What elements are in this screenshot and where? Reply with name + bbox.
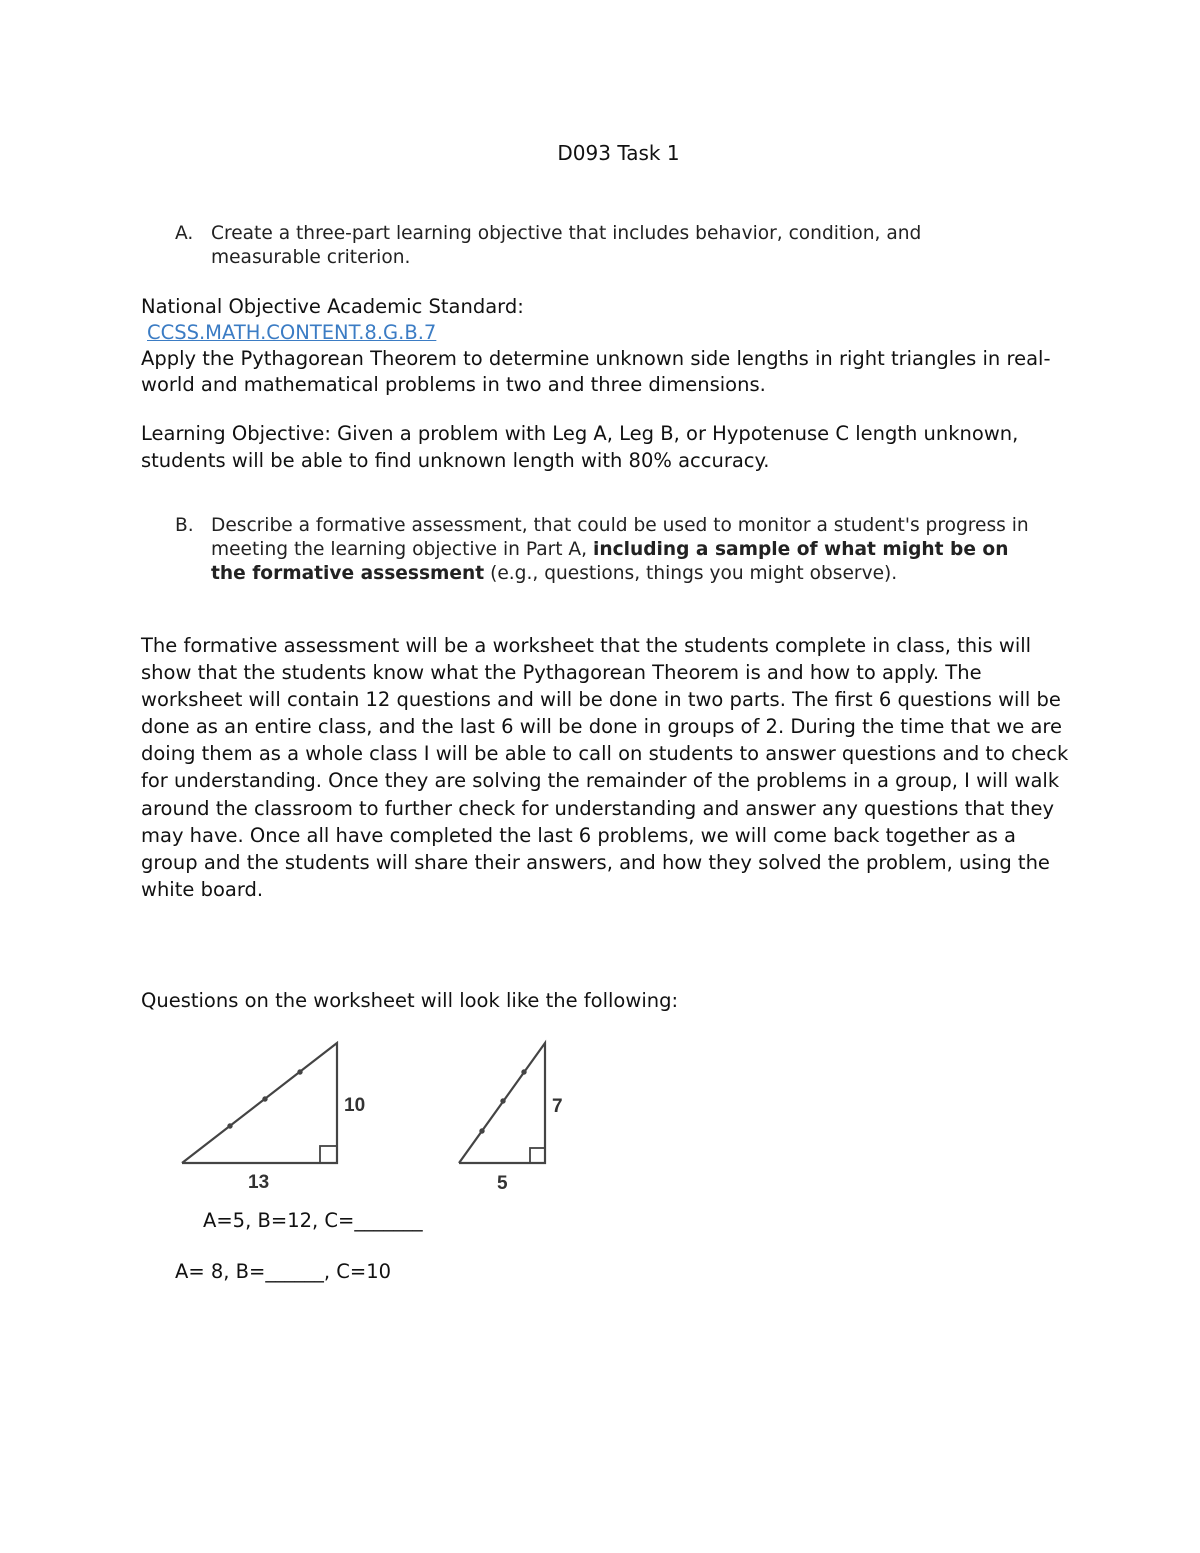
triangle-1-vertical-label: 10 [344, 1095, 366, 1116]
triangle-2 [459, 1043, 545, 1163]
standard-heading: National Objective Academic Standard: [141, 295, 524, 318]
part-a-prompt [175, 222, 1035, 270]
formative-assessment-paragraph: The formative assessment will be a worksheet that the students complete in class, this will show that the students know what the Pythagorean Theorem is and how to apply. The worksheet will contain 12 questions and will be done in two parts. The first 6 questions will be done as an entire class, and the last 6 will be done in groups of 2. During the time that we are doing them as a whole class I will be able to call on students to answer questions and to check for understanding. Once they are solving the remainder of the problems in a group, I will walk around the classroom to further check for understanding and answer any questions that they may have. Once all have completed the last 6 problems, we will come back together as a group and the students will share their answers, and how they solved the problem, using the white board. [141, 634, 1069, 901]
standard-section [141, 294, 1071, 398]
part-b-marker: B. [175, 515, 194, 536]
part-a-text: Create a three-part learning objective that includes behavior, condition, and measurable criterion. [211, 223, 922, 268]
part-a-marker: A. [175, 223, 194, 244]
part-b-prompt [175, 514, 1035, 586]
part-b-text: Describe a formative assessment, that could be used to monitor a student's progress in meeting the learning objective in Part A, including a sample of what might be on the formative assessment (e.g., questions, things you might observe). [211, 515, 1029, 584]
learning-objective: Learning Objective: Given a problem with Leg A, Leg B, or Hypotenuse C length unknown, students will be able to find unknown length with 80% accuracy. [141, 422, 1019, 472]
question-2: A= 8, B=______, C=10 [175, 1260, 392, 1283]
standard-text: Apply the Pythagorean Theorem to determine unknown side lengths in right triangles in real-world and mathematical problems in two and three dimensions. [141, 347, 1051, 396]
triangle-1-base-label: 13 [248, 1172, 270, 1193]
triangle-2-vertical-label: 7 [552, 1096, 563, 1117]
question-1: A=5, B=12, C=_______ [203, 1209, 423, 1232]
questions-intro: Questions on the worksheet will look like the following: [141, 989, 679, 1012]
triangle-2-base-label: 5 [497, 1173, 508, 1194]
page-title: D093 Task 1 [557, 141, 680, 165]
triangle-1 [182, 1043, 337, 1163]
part-b-bold-text: including a sample of what might be on the formative assessment [211, 539, 1009, 584]
standard-link[interactable]: CCSS.MATH.CONTENT.8.G.B.7 [147, 321, 437, 344]
triangle-diagrams [170, 1035, 590, 1200]
